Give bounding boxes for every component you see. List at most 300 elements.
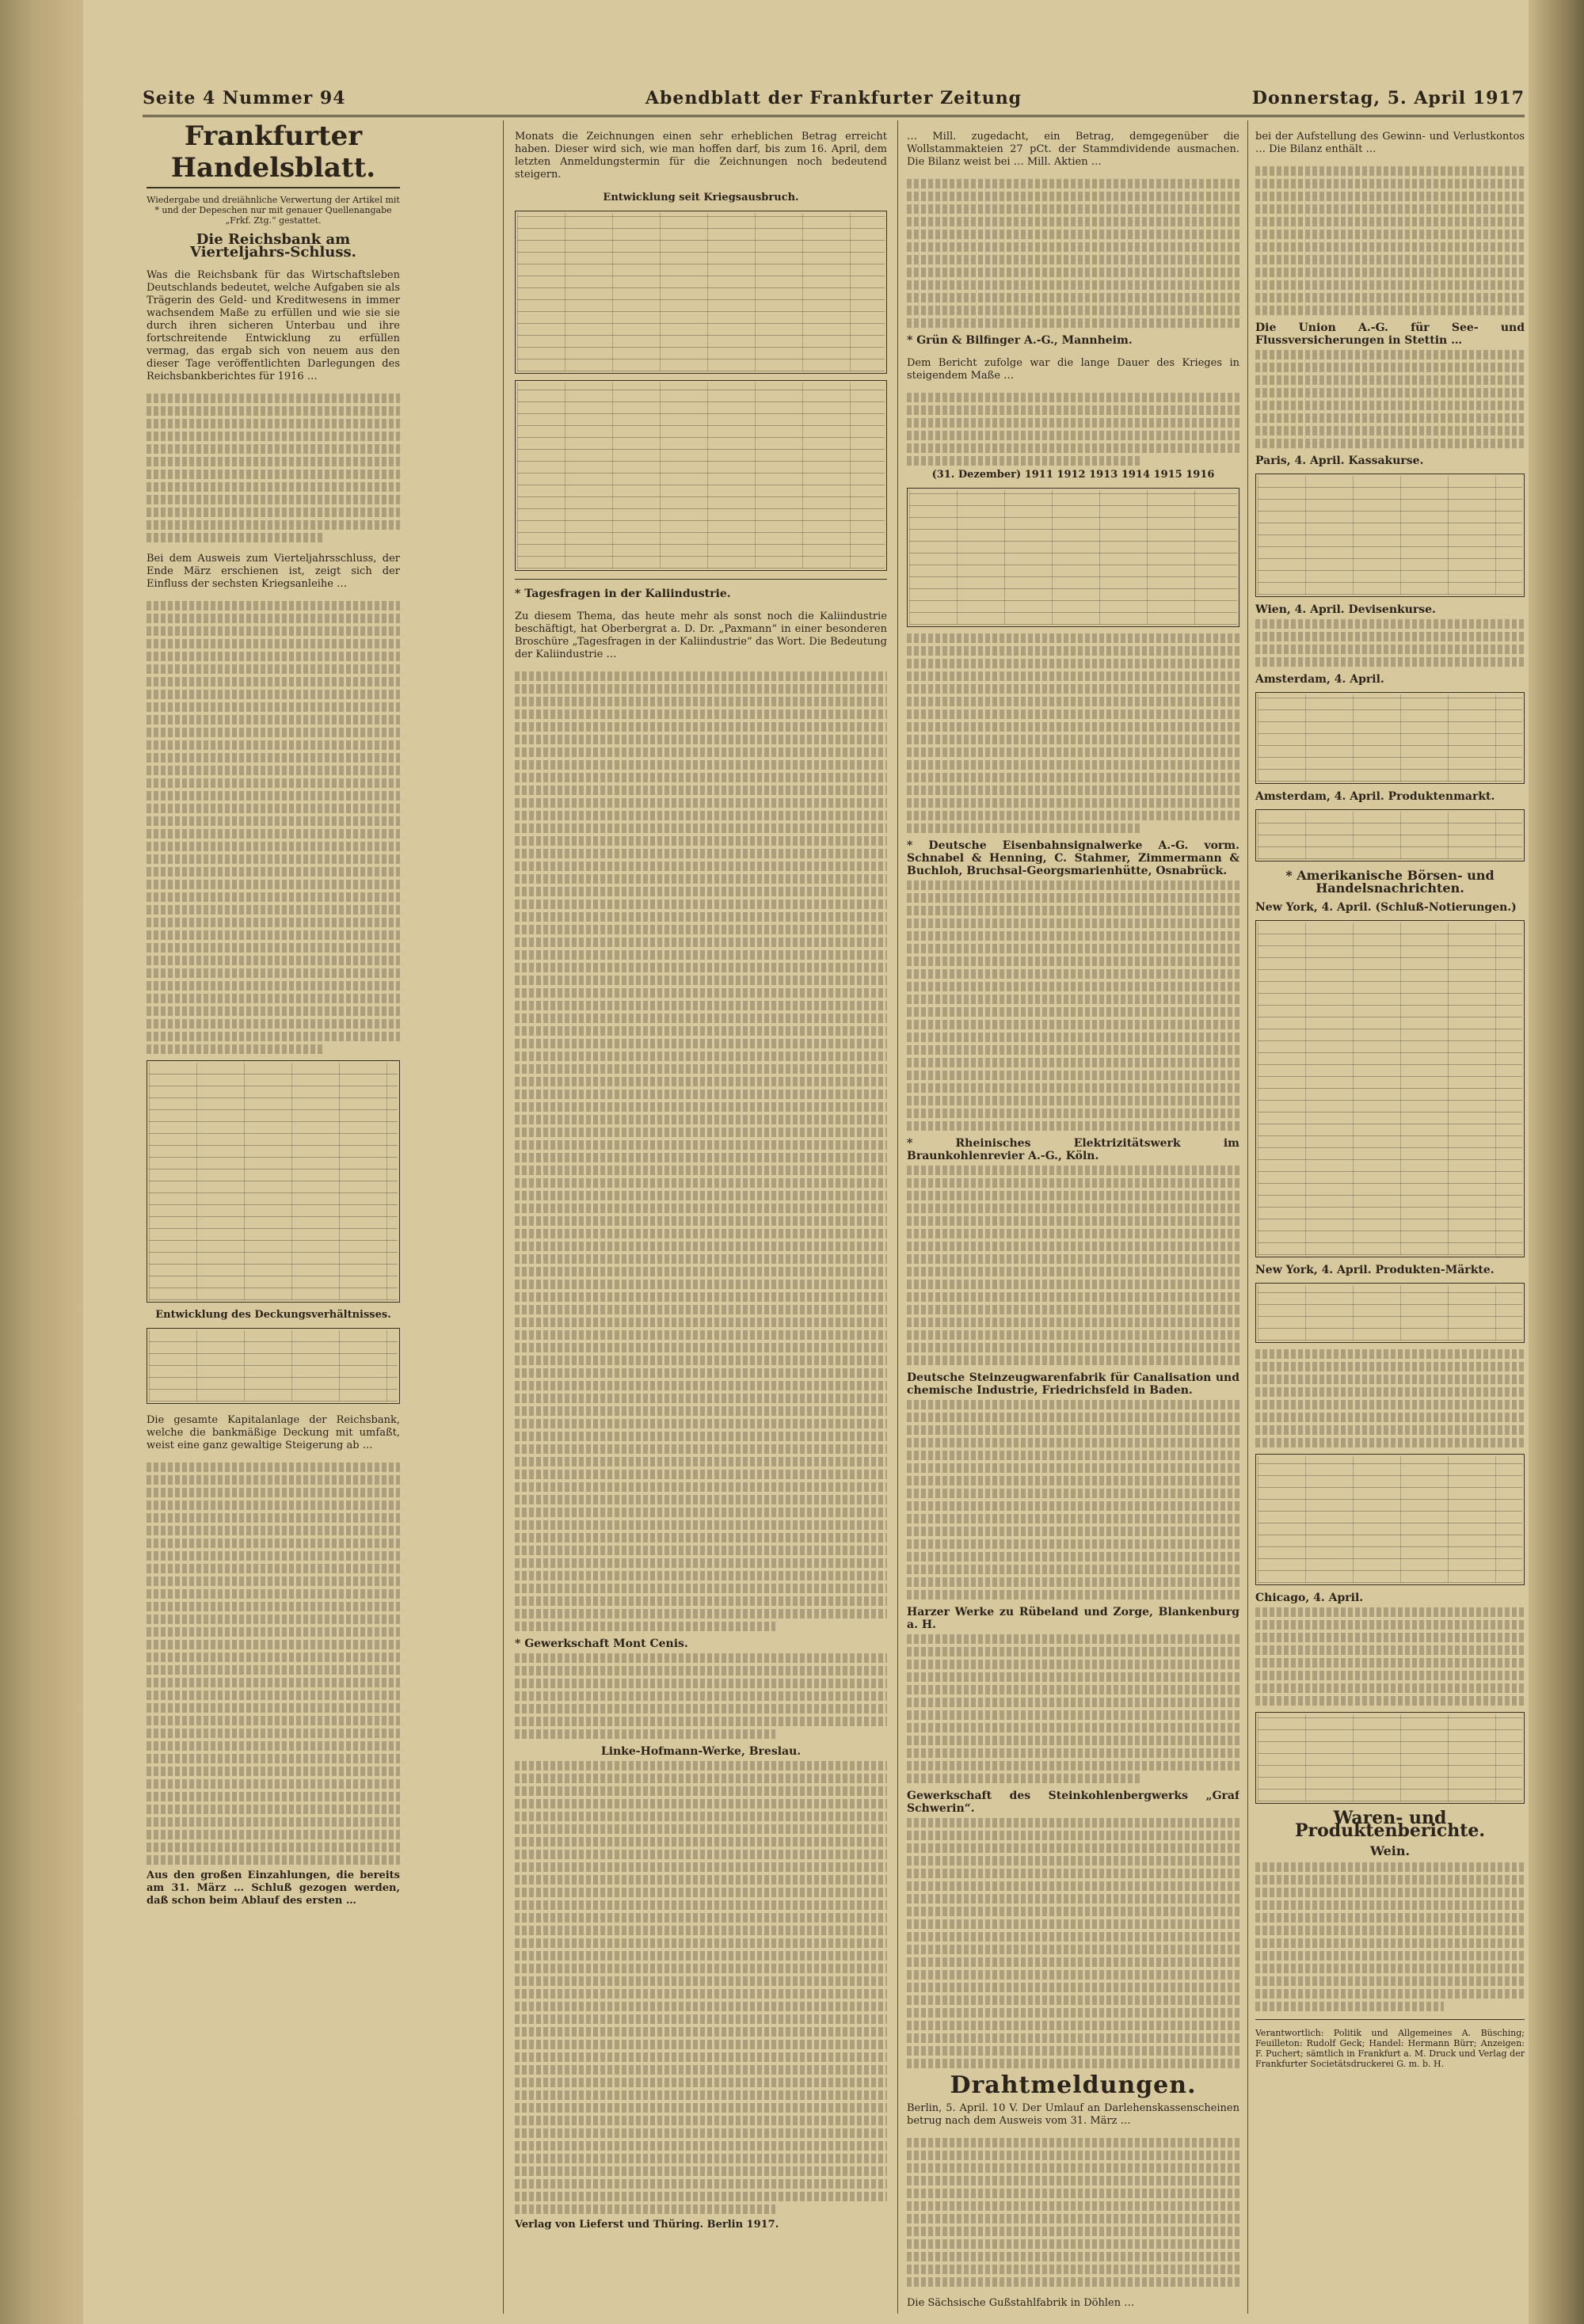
- text-line: [907, 2021, 1239, 2030]
- text-line: [1255, 1387, 1525, 1397]
- text-line: [515, 1026, 887, 1036]
- text-line: [515, 1381, 887, 1390]
- amsterdam-quotes-table: [1255, 692, 1525, 784]
- text-line: [907, 1071, 1239, 1080]
- text-line: [147, 778, 400, 788]
- text-line: [907, 957, 1239, 966]
- text-line: [907, 1204, 1239, 1213]
- text-line: [515, 2103, 887, 2113]
- text-line: [907, 2201, 1239, 2211]
- article-headline: * Grün & Bilfinger A.-G., Mannheim.: [907, 334, 1133, 347]
- text-line: [147, 930, 400, 940]
- text-line: [515, 1812, 887, 1821]
- text-line: [907, 1438, 1239, 1447]
- text-line: [1255, 306, 1525, 315]
- text-line: [515, 1862, 887, 1872]
- text-line: [515, 811, 887, 820]
- text-line: [907, 1945, 1239, 1954]
- text-line: [907, 1995, 1239, 2005]
- text-line: [907, 1242, 1239, 1251]
- text-line: [1255, 204, 1525, 214]
- text-line: [1255, 179, 1525, 188]
- text-line: [907, 1229, 1239, 1238]
- text-line: [1255, 166, 1525, 176]
- article-headline: Die Union A.-G. für See- und Flussversicherungen in Stettin …: [1255, 321, 1525, 347]
- reprint-note: Wiedergabe und dreiähnliche Verwertung der Artikel mit * und der Depeschen nur mit genauer Quellenangabe „Frkf. Ztg.“ gestattet.: [147, 195, 400, 226]
- text-line: [515, 1913, 887, 1923]
- text-line: [515, 2065, 887, 2075]
- text-line: [515, 773, 887, 782]
- text-line: [515, 1064, 887, 1074]
- text-line: [1255, 1989, 1525, 1999]
- text-line: [147, 419, 400, 428]
- article-headline: * Tagesfragen in der Kaliindustrie.: [515, 588, 731, 600]
- text-line: [515, 1546, 887, 1555]
- text-line: [147, 1019, 400, 1029]
- text-line: [1255, 1875, 1525, 1885]
- article-headline: Deutsche Steinzeugwarenfabrik für Canalisation und chemische Industrie, Friedrichsfeld in Baden.: [907, 1371, 1239, 1397]
- text-line: [515, 1926, 887, 1935]
- text-line: [147, 1767, 400, 1776]
- text-line: [515, 2166, 887, 2176]
- text-line: [515, 684, 887, 694]
- text-line: [907, 785, 1239, 795]
- text-line: [1255, 657, 1525, 667]
- text-line: [1255, 1633, 1525, 1642]
- text-line: [907, 217, 1239, 226]
- text-line: [907, 1178, 1239, 1188]
- text-line: [1255, 1349, 1525, 1359]
- article-headline: * Rheinisches Elektrizitätswerk im Braunkohlenrevier A.-G., Köln.: [907, 1137, 1239, 1162]
- text-line: [515, 1077, 887, 1086]
- text-line: [515, 1533, 887, 1542]
- text-line: [907, 1425, 1239, 1435]
- text-line: [515, 1419, 887, 1428]
- text-line: [907, 1318, 1239, 1327]
- text-line: [515, 874, 887, 884]
- text-line: [907, 2189, 1239, 2198]
- text-line: [515, 1875, 887, 1885]
- text-line: [147, 432, 400, 441]
- text-line: [515, 1495, 887, 1504]
- text-line: [147, 956, 400, 965]
- text-line: [515, 1609, 887, 1618]
- text-line: [515, 1653, 887, 1663]
- text-line: [147, 1475, 400, 1485]
- text-line: [907, 1330, 1239, 1340]
- text-line: [907, 1343, 1239, 1352]
- article-paragraph: … Mill. zugedacht, ein Betrag, demgegenüber die Wollstammakteien 27 pCt. der Stammdividende ausmachen. Die Bilanz weist bei … Mill. Aktien …: [907, 131, 1239, 168]
- text-line: [515, 1242, 887, 1251]
- text-line: [907, 1634, 1239, 1644]
- market-headline: Paris, 4. April. Kassakurse.: [1255, 455, 1424, 467]
- text-line: [907, 1856, 1239, 1866]
- text-line: [1255, 1438, 1525, 1447]
- text-line: [147, 482, 400, 492]
- text-line: [147, 1817, 400, 1827]
- text-line: [907, 1109, 1239, 1118]
- market-headline: Amsterdam, 4. April.: [1255, 673, 1384, 686]
- text-line: [147, 918, 400, 927]
- text-line: [515, 1254, 887, 1264]
- text-line: [1255, 1400, 1525, 1409]
- article-headline: Die Reichsbank am Vierteljahrs-Schluss.: [190, 231, 356, 261]
- text-line: [515, 823, 887, 833]
- text-line: [1255, 645, 1525, 654]
- text-line: [1255, 1645, 1525, 1655]
- text-line: [907, 1045, 1239, 1055]
- text-line: [147, 1627, 400, 1637]
- text-line: [515, 1216, 887, 1226]
- text-line: [515, 963, 887, 972]
- text-line: [907, 1356, 1239, 1365]
- text-line: [515, 2027, 887, 2037]
- text-line: [1255, 619, 1525, 629]
- text-line: [907, 1463, 1239, 1473]
- column-4: [1255, 120, 1525, 2314]
- text-line: [147, 520, 400, 530]
- text-line: [907, 2008, 1239, 2018]
- text-line: [907, 2059, 1239, 2068]
- text-line: [515, 760, 887, 770]
- text-line: [907, 293, 1239, 302]
- text-line: [515, 1001, 887, 1010]
- text-line: [515, 1406, 887, 1416]
- text-line: [147, 1551, 400, 1561]
- market-headline: New York, 4. April. Produkten-Märkte.: [1255, 1264, 1495, 1276]
- text-line: [515, 887, 887, 896]
- text-line: [515, 912, 887, 922]
- text-line: [515, 1292, 887, 1302]
- column-rule: [503, 120, 504, 2314]
- newspaper-title: Abendblatt der Frankfurter Zeitung: [645, 88, 1022, 108]
- text-line: [907, 431, 1239, 440]
- article-paragraph: Dem Bericht zufolge war die lange Dauer des Krieges in steigendem Maße …: [907, 357, 1239, 382]
- section-headline: Drahtmeldungen.: [950, 2071, 1197, 2099]
- text-line: [907, 760, 1239, 770]
- text-line: [515, 1774, 887, 1783]
- article-paragraph: bei der Aufstellung des Gewinn- und Verlustkontos … Die Bilanz enthält …: [1255, 131, 1525, 155]
- text-line: [1255, 1913, 1525, 1923]
- text-line: [907, 735, 1239, 744]
- market-headline: Chicago, 4. April.: [1255, 1592, 1364, 1604]
- text-line: [515, 1305, 887, 1314]
- text-line: [1255, 1888, 1525, 1897]
- text-line: [147, 626, 400, 636]
- text-line: [147, 1703, 400, 1713]
- text-line: [1255, 1683, 1525, 1693]
- text-line: [147, 816, 400, 826]
- text-line: [907, 1501, 1239, 1511]
- text-line: [147, 892, 400, 902]
- text-line: [907, 2239, 1239, 2249]
- text-line: [907, 931, 1239, 941]
- text-line: [1255, 280, 1525, 290]
- text-line: [907, 1552, 1239, 1561]
- market-headline: Amsterdam, 4. April. Produktenmarkt.: [1255, 790, 1495, 803]
- text-line: [147, 677, 400, 687]
- text-line: [515, 900, 887, 909]
- text-line: [1255, 1425, 1525, 1435]
- text-line: [1255, 1696, 1525, 1706]
- text-line: [147, 1006, 400, 1016]
- text-line: [515, 1824, 887, 1834]
- table-caption: Entwicklung seit Kriegsausbruch.: [603, 192, 799, 203]
- text-line: [907, 1216, 1239, 1226]
- text-line: [907, 280, 1239, 290]
- text-line: [515, 1717, 887, 1726]
- text-line: [147, 639, 400, 649]
- column-3: [907, 120, 1239, 2314]
- text-line: [907, 919, 1239, 928]
- text-line: [515, 925, 887, 934]
- text-line: [515, 1622, 775, 1631]
- text-line: [515, 2078, 887, 2087]
- text-line: [907, 893, 1239, 903]
- text-line: [515, 1786, 887, 1796]
- text-line: [147, 1855, 400, 1865]
- text-line: [907, 671, 1239, 681]
- text-line: [147, 1653, 400, 1662]
- text-line: [1255, 426, 1525, 436]
- text-line: [515, 1102, 887, 1112]
- bottom-line: Aus den großen Einzahlungen, die bereits am 31. März … Schluß gezogen werden, daß schon beim Ablauf des ersten …: [147, 1869, 400, 1907]
- text-line: [147, 1779, 400, 1789]
- text-line: [907, 1267, 1239, 1276]
- text-line: [147, 1805, 400, 1814]
- text-line: [515, 1729, 775, 1739]
- market-headline: Wien, 4. April. Devisenkurse.: [1255, 603, 1436, 616]
- text-line: [147, 1830, 400, 1839]
- text-line: [147, 943, 400, 953]
- text-line: [907, 1166, 1239, 1175]
- text-line: [515, 2141, 887, 2151]
- text-line: [147, 854, 400, 864]
- text-line: [147, 1665, 400, 1675]
- text-line: [515, 1191, 887, 1200]
- text-line: [147, 1501, 400, 1510]
- text-line: [515, 1090, 887, 1099]
- text-line: [907, 1476, 1239, 1485]
- text-line: [515, 988, 887, 998]
- text-line: [1255, 1938, 1525, 1948]
- text-line: [147, 994, 400, 1003]
- text-line: [147, 1577, 400, 1586]
- text-line: [907, 1280, 1239, 1289]
- text-line: [1255, 1926, 1525, 1935]
- text-line: [515, 1267, 887, 1276]
- text-line: [907, 1919, 1239, 1929]
- text-line: [907, 811, 1239, 820]
- text-line: [907, 2176, 1239, 2185]
- text-line: [907, 230, 1239, 239]
- text-line: [147, 1539, 400, 1548]
- masthead: [143, 83, 1525, 117]
- text-line: [515, 1584, 887, 1593]
- text-line: [515, 2040, 887, 2049]
- text-line: [907, 1292, 1239, 1302]
- text-line: [907, 684, 1239, 694]
- text-line: [515, 709, 887, 719]
- text-line: [147, 728, 400, 737]
- text-line: [515, 722, 887, 732]
- text-line: [1255, 375, 1525, 385]
- text-line: [907, 969, 1239, 979]
- article-paragraph: Bei dem Ausweis zum Vierteljahrsschluss, der Ende März erschienen ist, zeigt sich der Einfluss der sechsten Kriegsanleihe …: [147, 553, 400, 590]
- text-line: [147, 406, 400, 416]
- text-line: [515, 1799, 887, 1809]
- article-headline: Gewerkschaft des Steinkohlenbergwerks „Graf Schwerin“.: [907, 1790, 1239, 1815]
- text-line: [147, 829, 400, 839]
- text-line: [515, 747, 887, 757]
- text-line: [907, 1058, 1239, 1067]
- text-line: [515, 862, 887, 871]
- text-line: [515, 1470, 887, 1479]
- text-line: [907, 2163, 1239, 2173]
- text-line: [907, 1254, 1239, 1264]
- text-line: [147, 1526, 400, 1535]
- text-line: [515, 1343, 887, 1352]
- text-line: [515, 1482, 887, 1492]
- text-line: [147, 1678, 400, 1687]
- text-line: [515, 1128, 887, 1137]
- text-line: [515, 1115, 887, 1124]
- text-line: [515, 950, 887, 960]
- text-line: [907, 697, 1239, 706]
- text-line: [147, 1754, 400, 1763]
- text-line: [907, 906, 1239, 915]
- article-headline: Harzer Werke zu Rübeland und Zorge, Blankenburg a. H.: [907, 1606, 1239, 1631]
- text-line: [907, 2033, 1239, 2043]
- text-line: [1255, 230, 1525, 239]
- new-york-quotes-table: [1255, 920, 1525, 1257]
- article-paragraph: Monats die Zeichnungen einen sehr erheblichen Betrag erreicht haben. Dieser wird sich, wie man hoffen darf, bis zum 16. April, dem letzten Anmeldungstermin für die Zeichnungen noch bedeutend steigern.: [515, 131, 887, 181]
- text-line: [1255, 1620, 1525, 1630]
- article-paragraph: Die Sächsische Gußstahlfabrik in Döhlen …: [907, 2297, 1135, 2309]
- article-headline: * Deutsche Eisenbahnsignalwerke A.-G. vorm. Schnabel & Henning, C. Stahmer, Zimmermann & Buchloh, Bruchsal-Georgsmarienhütte, Osnabrück.: [907, 839, 1239, 877]
- text-line: [907, 405, 1239, 415]
- text-line: [147, 880, 400, 889]
- text-line: [515, 2014, 887, 2024]
- table-caption: (31. Dezember) 1911 1912 1913 1914 1915 1916: [931, 469, 1215, 481]
- text-line: [907, 204, 1239, 214]
- text-line: [147, 614, 400, 623]
- text-line: [907, 192, 1239, 201]
- text-line: [515, 785, 887, 795]
- scan-edge-left: [0, 0, 83, 2324]
- text-line: [515, 1014, 887, 1023]
- text-line: [907, 1710, 1239, 1720]
- balance-comparison-table: [907, 488, 1239, 627]
- article-paragraph: Berlin, 5. April. 10 V. Der Umlauf an Darlehenskassenscheinen betrug nach dem Ausweis vom 31. März …: [907, 2102, 1239, 2127]
- text-line: [907, 1698, 1239, 1707]
- text-line: [1255, 242, 1525, 252]
- text-line: [1255, 1375, 1525, 1384]
- text-line: [1255, 1900, 1525, 1910]
- text-line: [147, 664, 400, 674]
- war-development-table: [515, 211, 887, 374]
- text-line: [515, 1457, 887, 1466]
- text-line: [147, 702, 400, 712]
- text-line: [907, 1451, 1239, 1460]
- text-line: [515, 1166, 887, 1175]
- text-line: [907, 1647, 1239, 1656]
- text-line: [1255, 217, 1525, 226]
- section-title: Frankfurter Handelsblatt.: [147, 120, 400, 188]
- text-line: [147, 804, 400, 813]
- text-line: [515, 1140, 887, 1150]
- text-line: [515, 1368, 887, 1378]
- text-line: [147, 1602, 400, 1611]
- text-line: [907, 2265, 1239, 2274]
- text-line: [1255, 2002, 1444, 2011]
- text-line: [907, 1957, 1239, 1967]
- text-line: [515, 1178, 887, 1188]
- article-headline: * Gewerkschaft Mont Cenis.: [515, 1637, 688, 1650]
- text-line: [515, 697, 887, 706]
- text-line: [515, 1039, 887, 1048]
- text-line: [147, 753, 400, 763]
- text-line: [907, 1590, 1239, 1599]
- text-line: [907, 393, 1239, 402]
- text-line: [147, 715, 400, 725]
- text-line: [907, 944, 1239, 953]
- text-line: [147, 1792, 400, 1801]
- text-line: [515, 2116, 887, 2125]
- notes-table: [515, 380, 887, 571]
- text-line: [515, 1964, 887, 1973]
- text-line: [907, 1932, 1239, 1942]
- paris-quotes-table: [1255, 474, 1525, 597]
- text-line: [1255, 1951, 1525, 1961]
- text-line: [515, 1938, 887, 1948]
- article-paragraph: Die gesamte Kapitalanlage der Reichsbank, welche die bankmäßige Deckung mit umfaßt, weist eine ganz gewaltige Steigerung ab …: [147, 1414, 400, 1451]
- text-line: [907, 1660, 1239, 1669]
- new-york-produce-table: [1255, 1283, 1525, 1343]
- text-line: [147, 791, 400, 801]
- text-line: [907, 1527, 1239, 1536]
- text-line: [147, 1716, 400, 1725]
- text-line: [907, 1894, 1239, 1904]
- text-line: [147, 1691, 400, 1700]
- text-line: [147, 1462, 400, 1472]
- text-line: [515, 938, 887, 947]
- text-line: [1255, 439, 1525, 448]
- text-line: [515, 1691, 887, 1701]
- text-line: [907, 798, 1239, 808]
- text-line: [515, 1951, 887, 1961]
- text-line: [907, 179, 1239, 188]
- market-headline: New York, 4. April. (Schluß-Notierungen.): [1255, 901, 1517, 914]
- text-line: [515, 1444, 887, 1454]
- text-line: [515, 2002, 887, 2011]
- column-1: [147, 120, 400, 2314]
- text-line: [907, 2138, 1239, 2147]
- text-line: [147, 1729, 400, 1738]
- text-line: [515, 2204, 775, 2214]
- text-line: [907, 1020, 1239, 1029]
- column-rule: [897, 120, 898, 2314]
- column-rule: [1247, 120, 1248, 2314]
- table-caption: Entwicklung des Deckungsverhältnisses.: [155, 1309, 391, 1321]
- text-line: [907, 318, 1239, 328]
- text-line: [515, 671, 887, 681]
- text-line: [1255, 268, 1525, 277]
- text-line: [1255, 363, 1525, 372]
- coverage-table: [147, 1328, 400, 1404]
- text-line: [147, 652, 400, 661]
- text-line: [907, 255, 1239, 264]
